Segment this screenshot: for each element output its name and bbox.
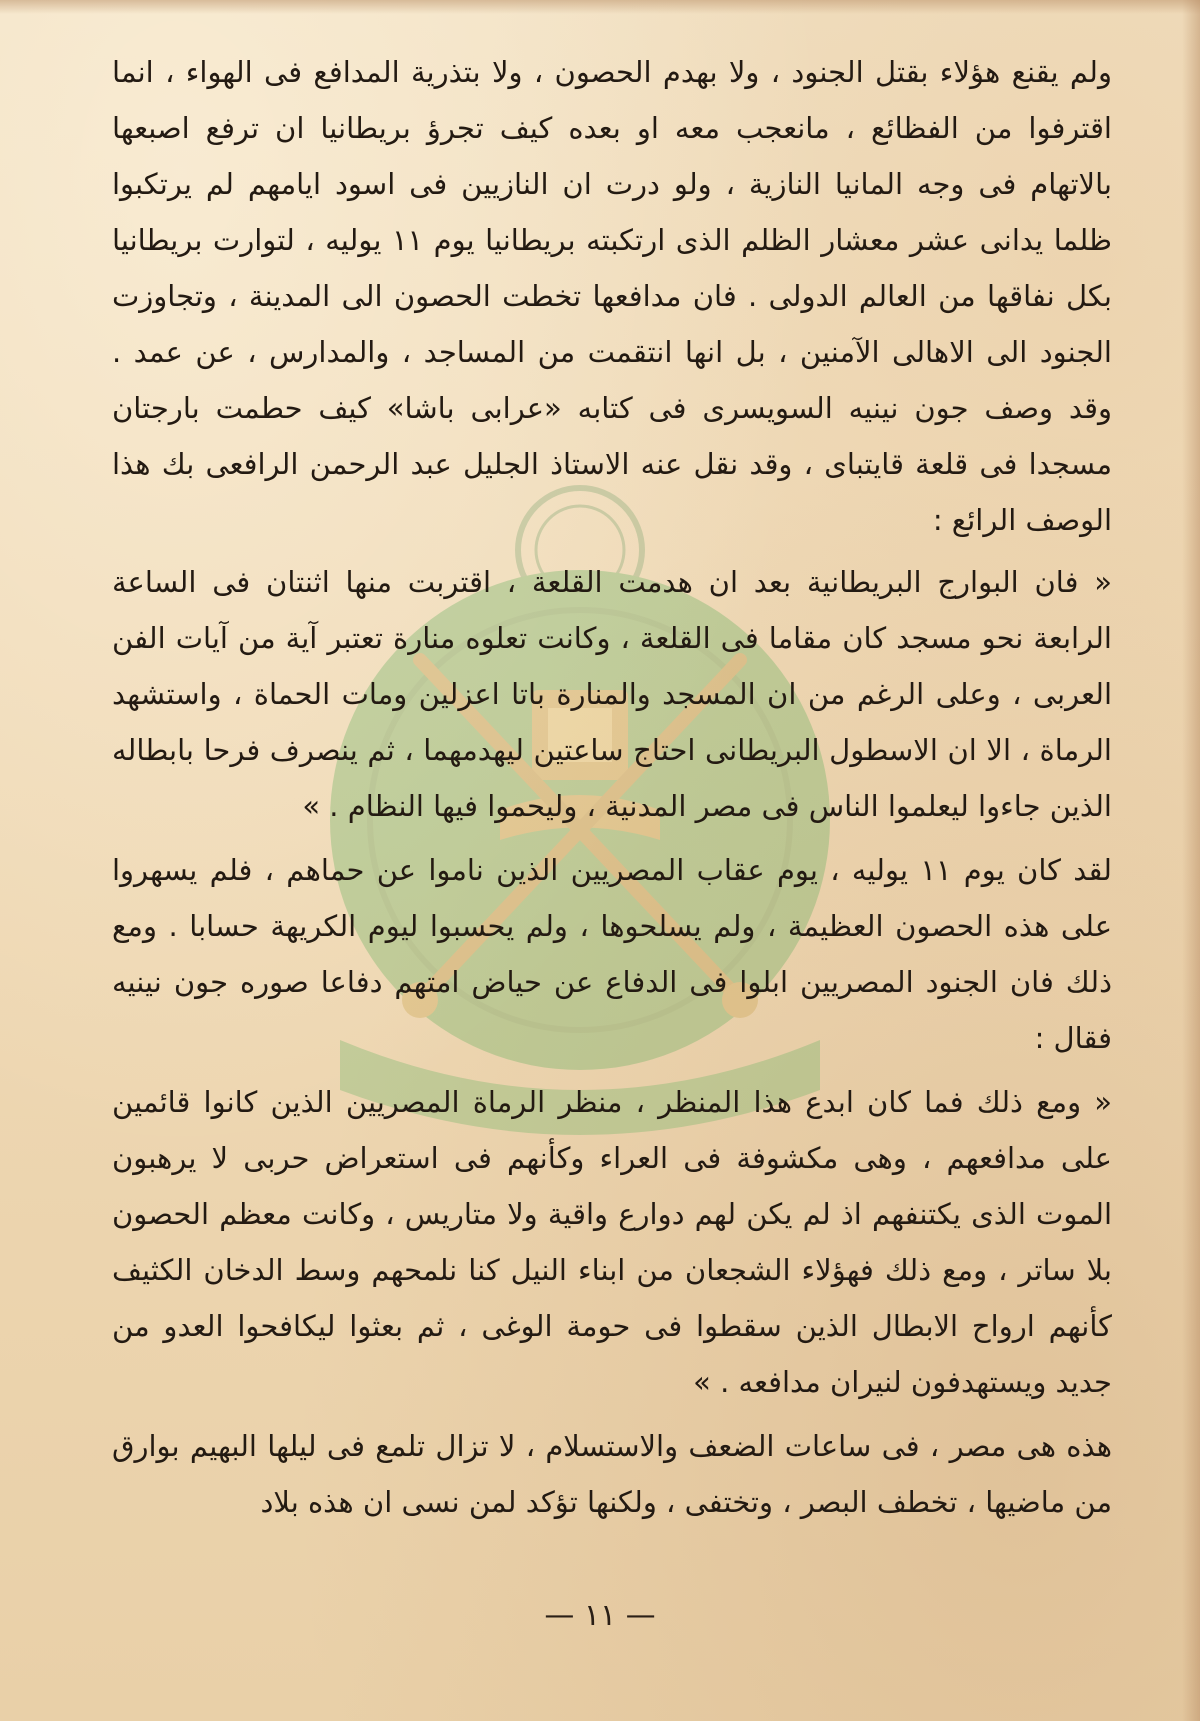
quote-paragraph-2: « ومع ذلك فما كان ابدع هذا المنظر ، منظر الرماة المصريين الذين كانوا قائمين على مدافعهم ، وهى مكشوفة فى العراء وكأنهم فى استعراض حربى لا يرهبون الموت الذى يكتنفهم اذ لم يكن لهم دوارع واقية ولا متاريس ، وكانت معظم الحصون بلا ساتر ، ومع ذلك فهؤلاء الشجعان من ابناء النيل كنا نلمحهم وسط الدخان الكثيف كأنهم ارواح الابطال الذين سقطوا فى حومة الوغى ، ثم بعثوا ليكافحوا العدو من جديد ويستهدفون لنيران مدافعه . » bbox=[112, 1085, 1112, 1399]
paper-edge-right bbox=[1182, 0, 1200, 1721]
quote-paragraph-1: « فان البوارج البريطانية بعد ان هدمت القلعة ، اقتربت منها اثنتان فى الساعة الرابعة نحو مسجد كان مقاما فى القلعة ، وكانت تعلوه منارة تعتبر آية من آيات الفن العربى ، وعلى الرغم من ان المسجد والمنارة باتا اعزلين ومات الحماة ، واستشهد الرماة ، الا ان الاسطول البريطانى احتاج ساعتين ليهدمهما ، ثم ينصرف فرحا بابطاله الذين جاءوا ليعلموا الناس فى مصر المدنية ، وليحموا فيها النظام . » bbox=[112, 565, 1112, 823]
page-number: — ١١ — bbox=[544, 1598, 656, 1633]
paragraph-2: لقد كان يوم ١١ يوليه ، يوم عقاب المصريين الذين ناموا عن حماهم ، فلم يسهروا على هذه الحصون العظيمة ، ولم يسلحوها ، ولم يحسبوا ليوم الكريهة حسابا . ومع ذلك فان الجنود المصريين ابلوا فى الدفاع عن حياض امتهم دفاعا صوره جون نينيه فقال : bbox=[112, 853, 1112, 1055]
paragraph-1: ولم يقنع هؤلاء بقتل الجنود ، ولا بهدم الحصون ، ولا بتذرية المدافع فى الهواء ، انما اقترفوا من الفظائع ، مانعجب معه او بعده كيف تجرؤ بريطانيا ان ترفع اصبعها بالاتهام فى وجه المانيا النازية ، ولو درت ان النازيين فى اسود ايامهم لم يرتكبوا ظلما يدانى عشر معشار الظلم الذى ارتكبته بريطانيا يوم ١١ يوليه ، لتوارت بريطانيا بكل نفاقها من العالم الدولى . فان مدافعها تخطت الحصون الى المدينة ، وتجاوزت الجنود الى الاهالى الآمنين ، بل انها انتقمت من المساجد ، والمدارس ، عن عمد . وقد وصف جون نينيه السويسرى فى كتابه «عرابى باشا» كيف حطمت بارجتان مسجدا فى قلعة قايتباى ، وقد نقل عنه الاستاذ الجليل عبد الرحمن الرافعى بك هذا الوصف الرائع : bbox=[112, 55, 1113, 537]
article-text bbox=[112, 44, 1112, 1538]
paragraph-3: هذه هى مصر ، فى ساعات الضعف والاستسلام ، لا تزال تلمع فى ليلها البهيم بوارق من ماضيها ، تخطف البصر ، وتختفى ، ولكنها تؤكد لمن نسى ان هذه بلاد bbox=[112, 1429, 1112, 1519]
paper-edge-top bbox=[0, 0, 1200, 14]
